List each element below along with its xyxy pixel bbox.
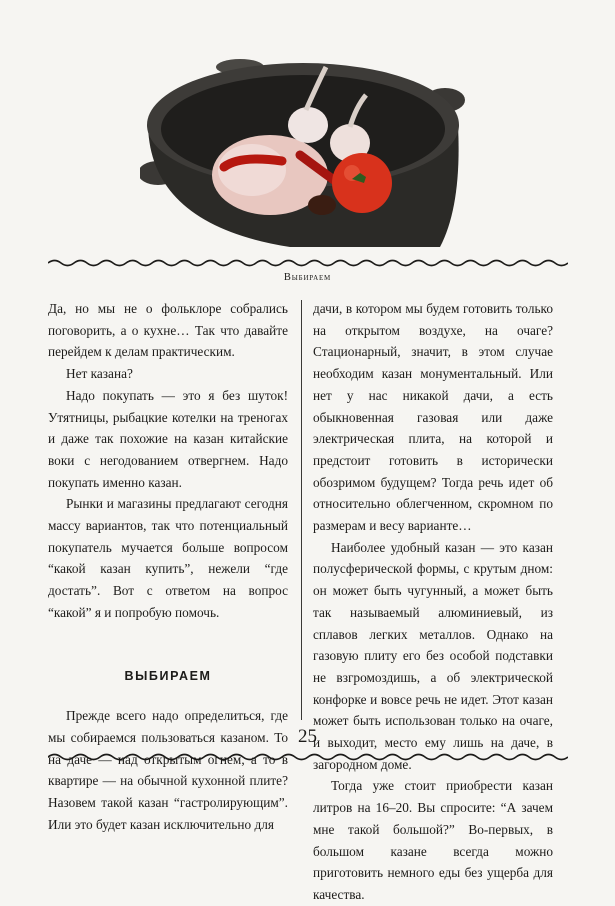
paragraph: Рынки и магазины предлагают сегодня массу вариантов, так что потенциальный покупатель мучается больше вопросом “какой казан купить”, нежели “где достать”. Вот с ответом на вопрос “какой” я и попробую помочь. xyxy=(48,496,288,620)
wavy-rule-bottom xyxy=(48,752,568,762)
paragraph: Прежде всего надо определиться, где мы собираемся пользоваться казаном. То на даче — над открытым огнем, а то в квартире — на обычной кухонной плите? Назовем такой казан “гастролирующим”. Или это будет казан исключительно для xyxy=(48,708,288,832)
paragraph: Надо покупать — это я без шуток! Утятницы, рыбацкие котелки на треногах и даже так похожие на казан китайские воки с негодованием отвергнем. Надо покупать именно казан. xyxy=(48,387,288,490)
page-number: 25 xyxy=(298,726,317,747)
column-divider xyxy=(301,300,302,720)
paragraph: Нет казана? xyxy=(66,366,133,382)
running-head: Выбираем xyxy=(283,272,332,283)
paragraph: Наиболее удобный казан — это казан полусферической формы, с крутым дном: он может быть чугунный, а может быть так называемый алюминиевый, из сплавов легких металлов. Однако на газовую плиту его без особой подставки не взгромоздишь, а об электрической конфорке и вовсе речь не идет. Этот казан может быть использован только на очаге, и выходит, место ему лишь на даче, в загородном доме. xyxy=(313,539,553,772)
kazan-photo xyxy=(140,55,465,247)
right-column xyxy=(313,298,553,906)
paragraph: Тогда уже стоит приобрести казан литров на 16–20. Вы спросите: “А зачем мне такой большой?” Во-первых, в большом казане всегда можно приготовить немного еды без ущерба для качества. xyxy=(313,778,553,902)
paragraph: дачи, в котором мы будем готовить только на открытом воздухе, на очаге? Стационарный, значит, в этом случае необходим казан монументальный. Или нет у нас никакой дачи, а есть обыкновенная газовая или даже электрическая плита, на которой и предстоит готовить в исторически обозримом будущем? Тогда речь идет об относительно облегченном, скромном по размерам и весу варианте… xyxy=(313,301,553,534)
paragraph: Да, но мы не о фольклоре собрались поговорить, а о кухне… Так что давайте перейдем к делам практическим. xyxy=(48,301,288,360)
section-heading: ВЫБИРАЕМ xyxy=(124,668,212,683)
wavy-rule-top xyxy=(48,258,568,268)
